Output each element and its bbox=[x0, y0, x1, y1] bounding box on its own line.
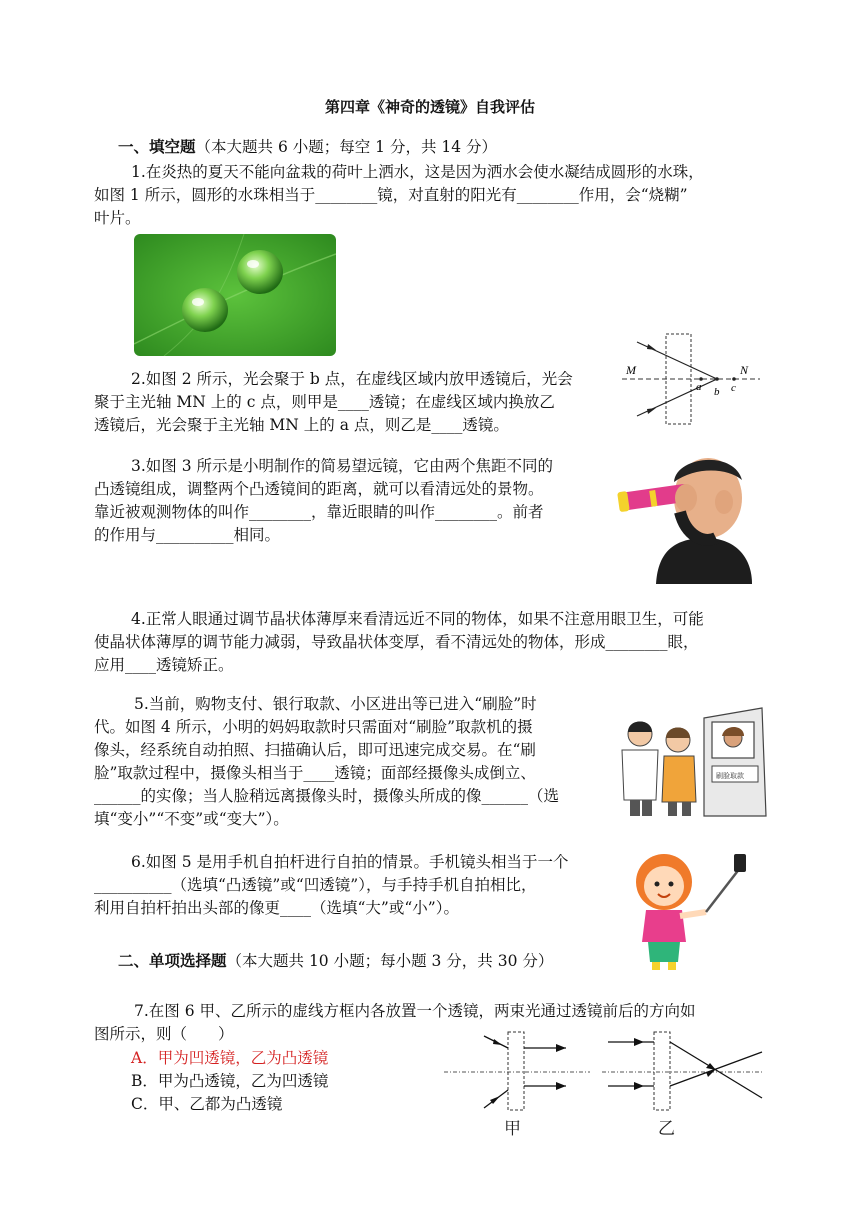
q5-line3: 像头，经系统自动拍照、扫描确认后，即可迅速完成交易。在“刷 bbox=[94, 741, 536, 759]
q3-line4: 的作用与__________相同。 bbox=[94, 526, 281, 544]
section2-note: （本大题共 10 小题；每小题 3 分，共 30 分） bbox=[226, 952, 554, 970]
q3-line1: 3.如图 3 所示是小明制作的简易望远镜，它由两个焦距不同的 bbox=[131, 457, 554, 475]
q4-line1: 4.正常人眼通过调节晶状体薄厚来看清远近不同的物体，如果不注意用眼卫生，可能 bbox=[131, 610, 704, 628]
fig2-label-c: c bbox=[731, 382, 736, 394]
q5-line2: 代。如图 4 所示，小明的妈妈取款时只需面对“刷脸”取款机的摄 bbox=[94, 718, 533, 736]
q7-option-c: C．甲、乙都为凸透镜 bbox=[131, 1095, 283, 1113]
q6-line3: 利用自拍杆拍出头部的像更____（选填“大”或“小”）。 bbox=[94, 899, 459, 917]
q5-line6: 填“变小”“不变”或“变大”）。 bbox=[94, 810, 289, 828]
figure2-light-diagram bbox=[622, 332, 764, 428]
q6-line1: 6.如图 5 是用手机自拍杆进行自拍的情景。手机镜头相当于一个 bbox=[131, 853, 569, 871]
q1-line2: 如图 1 所示，圆形的水珠相当于________镜，对直射的阳光有________作用，会“烧糊” bbox=[94, 186, 688, 204]
q7-option-b: B．甲为凸透镜，乙为凹透镜 bbox=[131, 1072, 329, 1090]
section1-header bbox=[118, 136, 497, 158]
q3-line3: 靠近被观测物体的叫作________，靠近眼睛的叫作________。前者 bbox=[94, 503, 544, 521]
q7-line2: 图所示，则（ ） bbox=[94, 1025, 234, 1043]
figure1-leaf-water-drops bbox=[134, 234, 336, 356]
fig2-label-b: b bbox=[714, 386, 720, 398]
figure5-girl-selfie-stick bbox=[624, 846, 760, 972]
figure4-face-scan-atm bbox=[612, 706, 770, 818]
q2-line2: 聚于主光轴 MN 上的 c 点，则甲是____透镜；在虚线区域内换放乙 bbox=[94, 393, 555, 411]
page-title: 第四章《神奇的透镜》自我评估 bbox=[324, 98, 535, 116]
q1-line3: 叶片。 bbox=[94, 209, 141, 227]
section1-note: （本大题共 6 小题；每空 1 分，共 14 分） bbox=[195, 138, 498, 156]
q2-line3: 透镜后，光会聚于主光轴 MN 上的 a 点，则乙是____透镜。 bbox=[94, 416, 509, 434]
figure3-boy-telescope bbox=[616, 446, 752, 584]
fig4-machine-label: 刷脸取款 bbox=[716, 772, 744, 780]
q4-line3: 应用____透镜矫正。 bbox=[94, 656, 234, 674]
q3-line2: 凸透镜组成，调整两个凸透镜间的距离，就可以看清远处的景物。 bbox=[94, 480, 544, 498]
q2-line1: 2.如图 2 所示，光会聚于 b 点，在虚线区域内放甲透镜后，光会 bbox=[131, 370, 573, 388]
q4-line2: 使晶状体薄厚的调节能力减弱，导致晶状体变厚，看不清远处的物体，形成________眼， bbox=[94, 633, 699, 651]
q5-line4: 脸”取款过程中，摄像头相当于____透镜；面部经摄像头成倒立、 bbox=[94, 764, 536, 782]
fig2-label-a: a bbox=[696, 381, 702, 393]
fig2-label-m: M bbox=[626, 363, 636, 377]
q7-option-a: A．甲为凹透镜，乙为凸透镜 bbox=[131, 1049, 329, 1067]
section1-heading: 一、填空题 bbox=[118, 137, 196, 156]
figure6-lens-diagrams bbox=[440, 1028, 766, 1138]
fig2-label-n: N bbox=[740, 363, 749, 377]
section2-heading: 二、单项选择题 bbox=[118, 951, 227, 970]
q7-line1: 7.在图 6 甲、乙所示的虚线方框内各放置一个透镜，两束光通过透镜前后的方向如 bbox=[134, 1002, 696, 1020]
q1-line1: 1.在炎热的夏天不能向盆栽的荷叶上洒水，这是因为洒水会使水凝结成圆形的水珠， bbox=[131, 163, 704, 181]
q5-line1: 5.当前，购物支付、银行取款、小区进出等已进入“刷脸”时 bbox=[134, 695, 537, 713]
q5-line5: ______的实像；当人脸稍远离摄像头时，摄像头所成的像______（选 bbox=[94, 787, 560, 805]
q6-line2: __________（选填“凸透镜”或“凹透镜”），与手持手机自拍相比， bbox=[94, 876, 537, 894]
section2-header bbox=[118, 950, 553, 972]
fig6-label-jia: 甲 bbox=[504, 1119, 521, 1138]
fig6-label-yi: 乙 bbox=[658, 1119, 675, 1138]
